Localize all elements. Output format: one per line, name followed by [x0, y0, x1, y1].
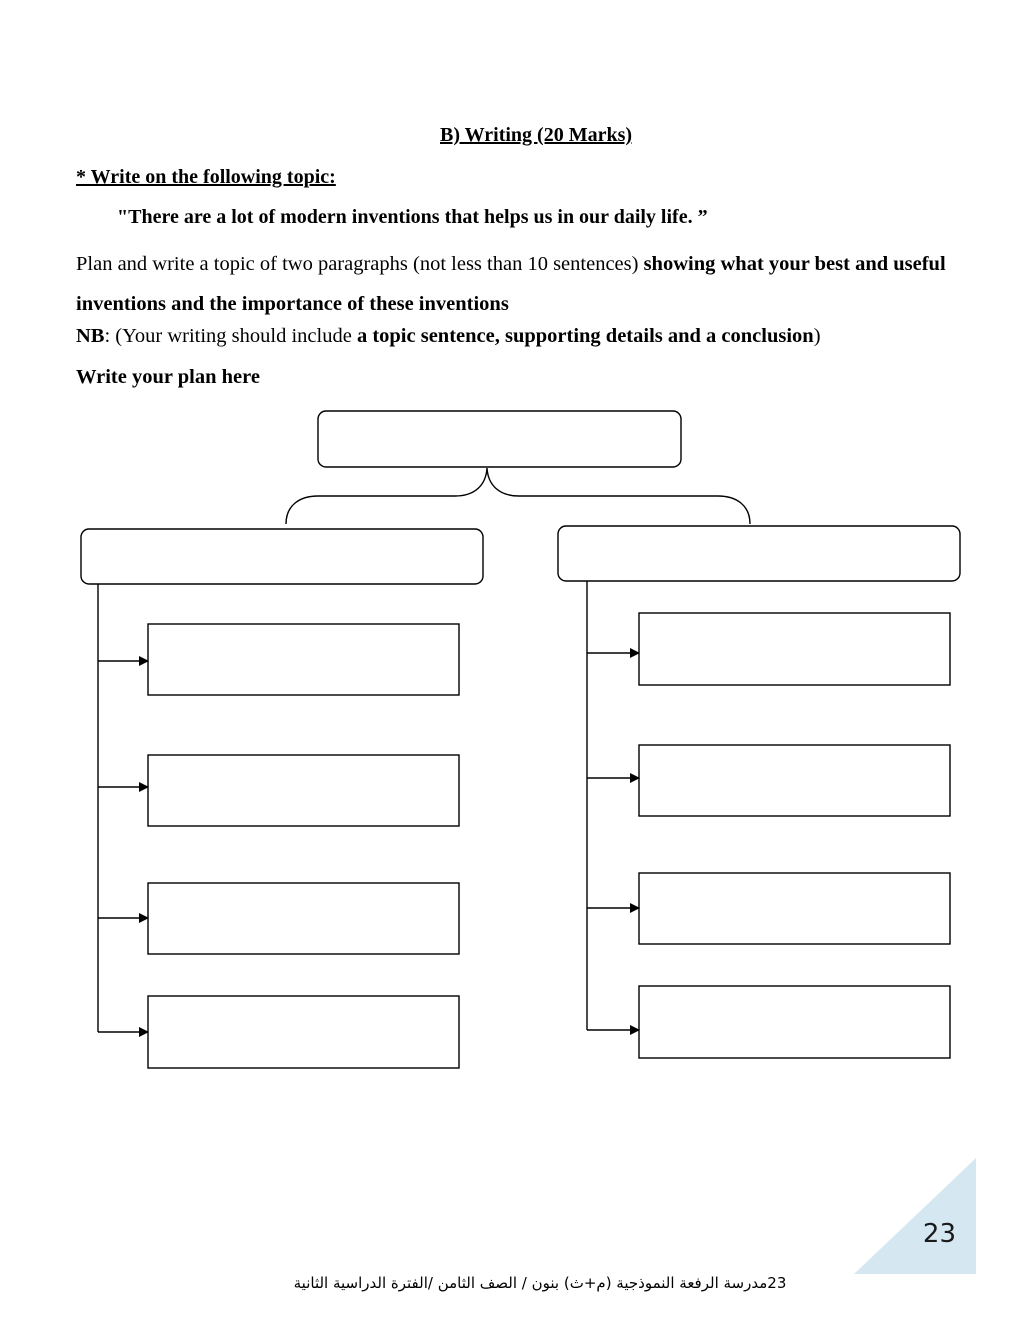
corner-triangle	[854, 1158, 976, 1274]
section-heading: B) Writing (20 Marks)	[439, 124, 633, 146]
left-detail-box-4[interactable]	[148, 996, 459, 1068]
right-detail-box-3[interactable]	[639, 873, 950, 944]
task-plain: Plan and write a topic of two paragraphs (not less than 10 sentences)	[76, 253, 644, 275]
left-detail-box-2[interactable]	[148, 755, 459, 826]
right-detail-box-4[interactable]	[639, 986, 950, 1058]
note-prefix: : (Your writing should include	[104, 325, 357, 347]
note-label: NB	[76, 325, 105, 347]
note-bold: a topic sentence, supporting details and a conclusion	[356, 325, 814, 347]
title-box[interactable]	[318, 411, 681, 467]
right-detail-box-1[interactable]	[639, 613, 950, 685]
right-detail-box-2[interactable]	[639, 745, 950, 816]
note-suffix: )	[813, 325, 821, 347]
paragraph-two-box[interactable]	[558, 526, 960, 581]
plan-label: Write your plan here	[76, 366, 260, 388]
instruction: * Write on the following topic:	[76, 166, 336, 188]
page-number: 23	[922, 1219, 956, 1249]
left-detail-box-1[interactable]	[148, 624, 459, 695]
task-bold: showing what your best and useful inventions and the importance of these inventions	[76, 253, 946, 315]
footer-text: 23مدرسة الرفعة النموذجية (م+ث) بنون / الصف الثامن /الفترة الدراسية الثانية	[293, 1274, 787, 1292]
brace-connector	[286, 468, 750, 524]
left-detail-box-3[interactable]	[148, 883, 459, 954]
paragraph-one-box[interactable]	[81, 529, 483, 584]
topic-quote: "There are a lot of modern inventions that helps us in our daily life. ”	[117, 206, 708, 228]
